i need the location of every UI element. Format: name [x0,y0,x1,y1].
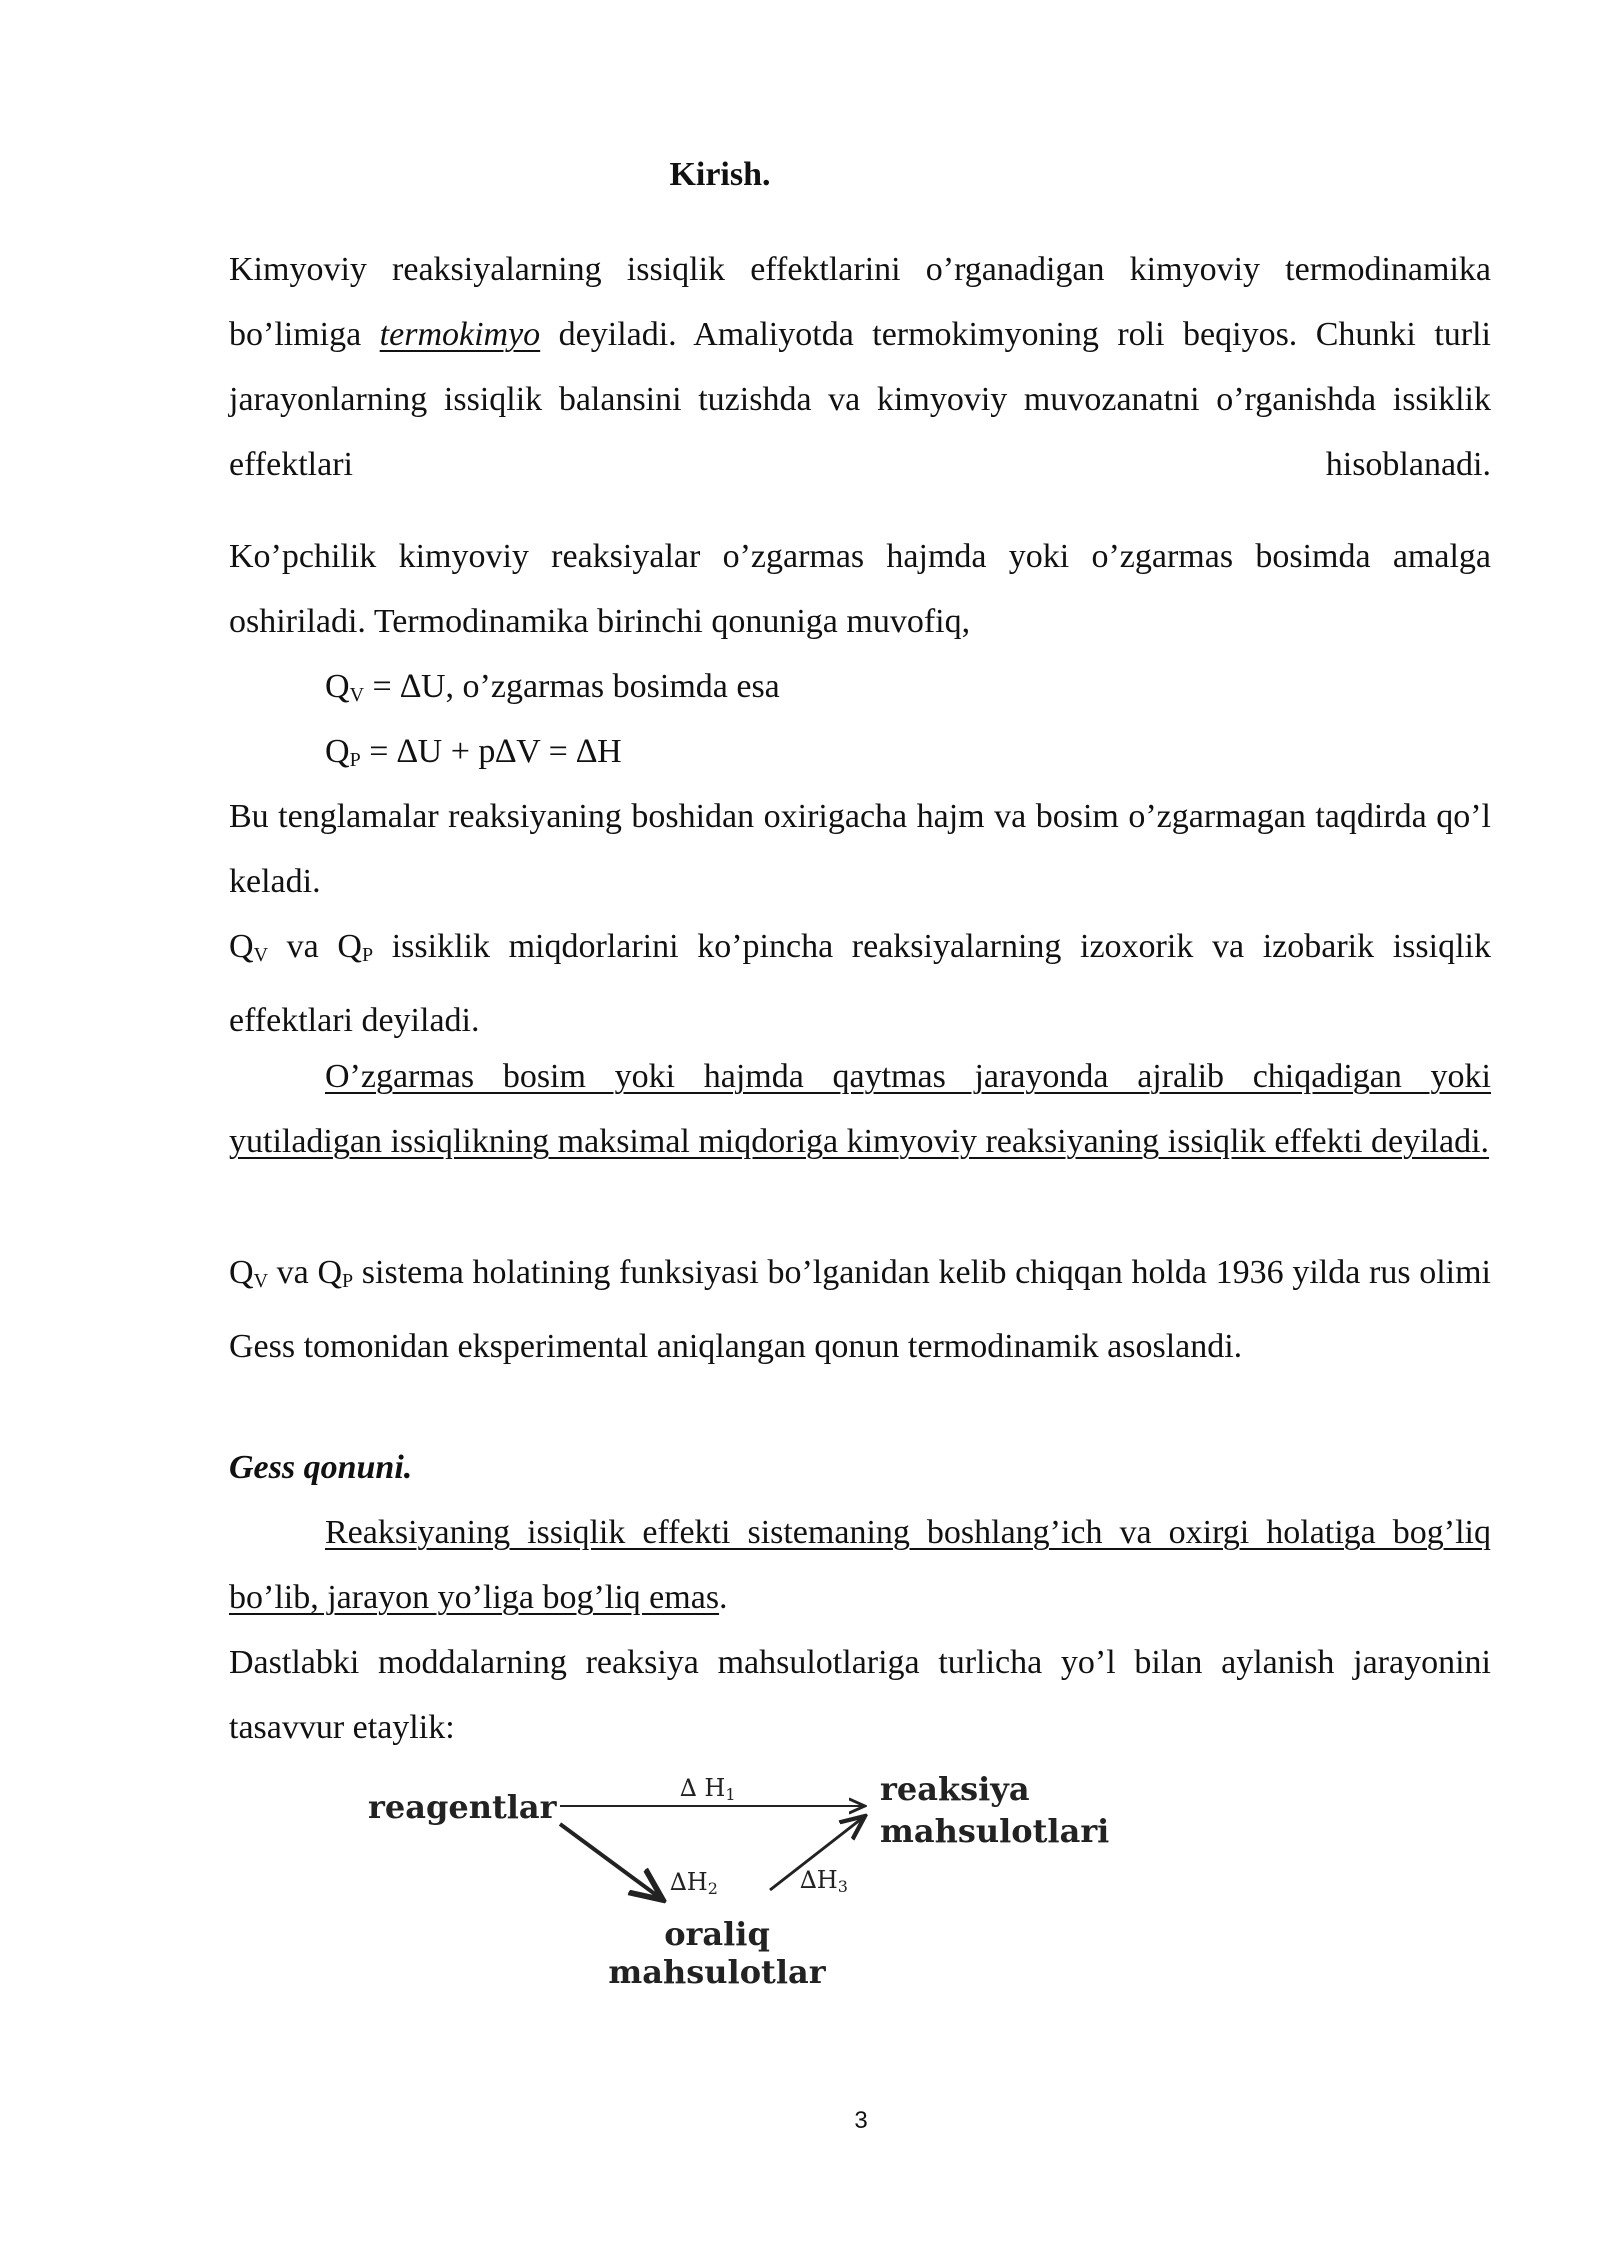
intermediate-label-line1: oraliq [664,1915,770,1953]
paragraph-gess-law: Reaksiyaning issiqlik effekti sistemaning boshlang’ich va oxirgi holatiga bog’liq bo’lib, jarayon yo’liga bog’liq emas. [229,1514,1491,1616]
paragraph-intro-after: deyiladi. Amaliyotda termokimyoning roli beqiyos. Chunki turli jarayonlarning issiqlik balansini tuzishda va kimyoviy muvozanatni o’rganishda issiklik effektlari hisoblanadi. [229,316,1492,483]
products-label-line1: reaksiya [880,1770,1030,1808]
delta-h1-label: ∆ H1 [680,1774,736,1804]
paragraph-definition: O’zgarmas bosim yoki hajmda qaytmas jarayonda ajralib chiqadigan yoki yutiladigan issiqlikning maksimal miqdoriga kimyoviy reaksiyaning issiqlik effekti deyiladi. [229,1058,1491,1160]
paragraph-paths: Dastlabki moddalarning reaksiya mahsulotlariga turlicha yo’l bilan aylanish jarayonini tasavvur etaylik: [229,1644,1491,1746]
hess-cycle-diagram [360,1760,1140,2000]
delta-h2-label: ∆H2 [670,1868,718,1898]
formula-qv: $Q_V = \Delta U$, o’zgarmas bosimda esa [325,668,780,706]
reagents-label: reagentlar [368,1788,557,1826]
page-number: 3 [854,2107,868,2134]
paragraph-intro-before: Kimyoviy reaksiyalarning issiqlik effektlarini o’rganadigan kimyoviy termodinamika bo’limiga [229,251,1491,353]
term-termokimyo: termokimyo [379,316,541,353]
arrow-to-intermediate [560,1824,663,1900]
delta-h3-label: ∆H3 [800,1866,848,1896]
gess-law-statement: Reaksiyaning issiqlik effekti sistemaning boshlang’ich va oxirgi holatiga bog’liq bo’lib, jarayon yo’liga bog’liq emas [229,1514,1491,1616]
formula-qp: $Q_P = \Delta U + p\Delta V = \Delta H$ [325,733,622,771]
gess-law-heading: Gess qonuni. [229,1449,413,1486]
paragraph-state-function: $Q_V$ va $Q_P$ sistema holatining funksiyasi bo’lganidan kelib chiqqan holda 1936 yilda rus olimi Gess tomonidan eksperimental aniqlangan qonun termodinamik asoslandi. [229,1254,1491,1365]
paragraph-intro [229,237,1491,497]
paragraph-isochoric: $Q_V$ va $Q_P$ issiklik miqdorlarini ko’pincha reaksiyalarning izoxorik va izobarik issiqlik effektlari deyiladi. [229,928,1491,1039]
intermediate-label-line2: mahsulotlar [608,1953,826,1991]
products-label-line2: mahsulotlari [880,1812,1110,1850]
section-heading: Kirish. [669,156,771,193]
paragraph-equations-note: Bu tenglamalar reaksiyaning boshidan oxirigacha hajm va bosim o’zgarmagan taqdirda qo’l keladi. [229,798,1491,900]
paragraph-conditions: Ko’pchilik kimyoviy reaksiyalar o’zgarmas hajmda yoki o’zgarmas bosimda amalga oshiriladi. Termodinamika birinchi qonuniga muvofiq, [229,538,1491,640]
